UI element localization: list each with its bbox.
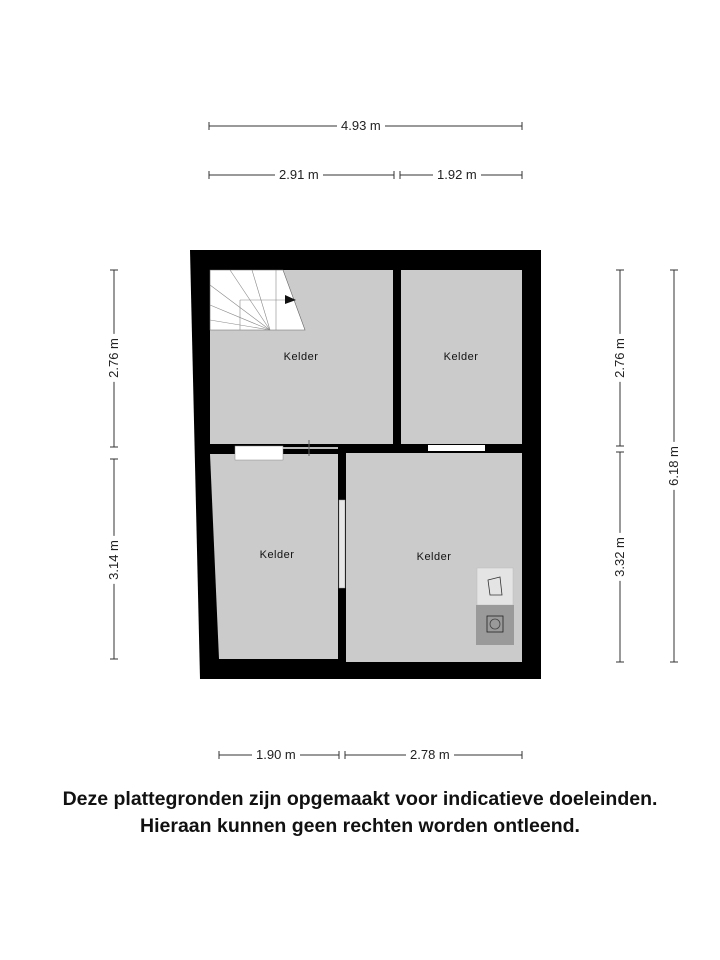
doorway-opening (428, 445, 485, 451)
room-label: Kelder (443, 351, 479, 363)
dimension-top-left: 2.91 m (275, 168, 323, 182)
room-label: Kelder (283, 351, 319, 363)
sliding-door (339, 500, 345, 588)
dryer (476, 605, 514, 645)
dimension-left-lower: 3.14 m (107, 536, 121, 584)
dimension-left-upper: 2.76 m (107, 334, 121, 382)
disclaimer-line-1: Deze plattegronden zijn opgemaakt voor indicatieve doeleinden. (62, 788, 658, 810)
dimension-right-total: 6.18 m (667, 442, 681, 490)
dimension-bottom-right: 2.78 m (406, 748, 454, 762)
dimension-bottom-left: 1.90 m (252, 748, 300, 762)
room-label: Kelder (259, 549, 295, 561)
dimension-top-total: 4.93 m (337, 119, 385, 133)
room-label: Kelder (416, 551, 452, 563)
dimension-top-right: 1.92 m (433, 168, 481, 182)
disclaimer-line-2: Hieraan kunnen geen rechten worden ontleend. (140, 815, 580, 837)
doorway-opening (235, 446, 283, 460)
dimension-right-upper: 2.76 m (613, 334, 627, 382)
dimension-right-lower: 3.32 m (613, 533, 627, 581)
washing-machine (477, 568, 513, 605)
